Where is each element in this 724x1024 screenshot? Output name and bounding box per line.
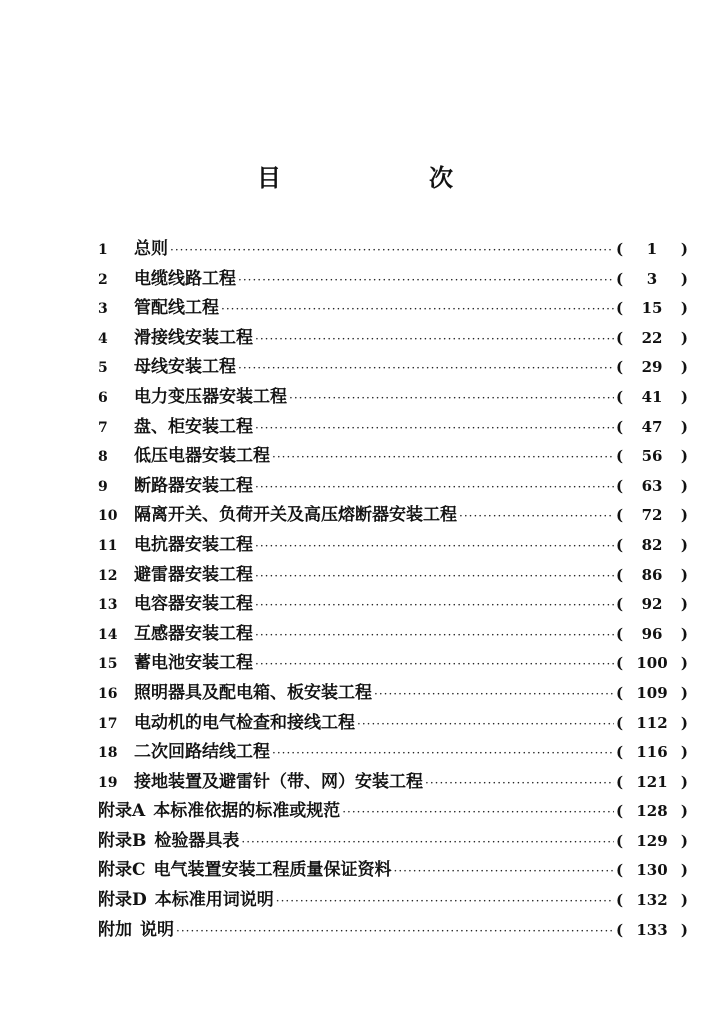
toc-entry-label: 检验器具表 [154,830,240,851]
close-paren: ) [680,743,688,762]
dot-leader [255,332,614,346]
open-paren: ( [616,861,624,880]
toc-entry-page-ref [616,506,688,524]
open-paren: ( [616,565,624,584]
page-title: 目 次 [257,163,515,192]
open-paren: ( [616,624,624,643]
toc-entry-page-ref [616,684,688,702]
close-paren: ) [680,802,688,821]
toc-entry-label: 电缆线路工程 [134,268,236,289]
toc-entry-page-ref [616,773,688,791]
toc-entry-label: 断路器安装工程 [134,475,253,496]
toc-entry-label: 蓄电池安装工程 [134,653,253,674]
open-paren: ( [616,654,624,673]
toc-entry-page-ref [616,595,688,613]
toc-entry[interactable] [98,767,688,797]
toc-entry-label: 接地装置及避雷针（带、网）安装工程 [134,771,423,792]
close-paren: ) [680,358,688,377]
toc-entry[interactable] [98,412,688,442]
toc-entry-label: 本标准用词说明 [154,890,274,911]
toc-entry-page-number: 82 [641,535,663,554]
toc-entry[interactable] [98,560,688,590]
dot-leader [255,480,614,494]
toc-entry-label: 电抗器安装工程 [134,534,253,555]
open-paren: ( [616,920,624,939]
dot-leader [289,391,614,405]
toc-entry-page-number: 56 [641,447,663,466]
toc-entry[interactable] [98,441,688,471]
open-paren: ( [616,447,624,466]
toc-entry-number: 附加 [98,919,132,940]
open-paren: ( [616,476,624,495]
toc-entry[interactable] [98,885,688,915]
toc-entry[interactable] [98,352,688,382]
toc-entry-number: 1 [98,242,108,258]
open-paren: ( [616,535,624,554]
toc-entry-label: 盘、柜安装工程 [134,416,253,437]
dot-leader [425,776,614,790]
toc-entry[interactable] [98,678,688,708]
toc-entry-number: 3 [98,301,108,318]
open-paren: ( [616,417,624,436]
toc-entry-label: 本标准依据的标准或规范 [153,801,341,822]
toc-entry-page-ref [616,861,688,879]
close-paren: ) [680,595,688,614]
toc-entry[interactable] [98,500,688,530]
toc-entry-page-number: 109 [636,683,668,702]
dot-leader [176,924,614,938]
toc-entry-page-number: 129 [636,831,668,850]
toc-entry-number: 18 [98,745,118,762]
toc-entry[interactable] [98,264,688,294]
toc-entry-page-number: 29 [641,358,663,377]
close-paren: ) [680,654,688,673]
toc-entry[interactable] [98,708,688,738]
toc-entry-label: 母线安装工程 [134,357,236,378]
close-paren: ) [680,476,688,495]
toc-entry-number: 6 [98,389,108,406]
toc-entry-label: 管配线工程 [134,298,219,319]
toc-entry-page-ref [616,566,688,584]
toc-entry[interactable] [98,826,688,856]
dot-leader [272,450,614,464]
toc-entry-label: 电动机的电气检查和接线工程 [134,712,355,733]
toc-entry-page-number: 112 [636,713,668,732]
open-paren: ( [616,358,624,377]
close-paren: ) [680,772,688,791]
toc-entry[interactable] [98,619,688,649]
toc-entry-number: 8 [98,449,108,466]
toc-entry-label: 电容器安装工程 [134,594,253,615]
dot-leader [374,687,614,701]
toc-entry-label: 滑接线安装工程 [134,327,253,348]
open-paren: ( [616,387,624,406]
toc-entry-label: 互感器安装工程 [134,623,253,644]
toc-entry-label: 照明器具及配电箱、板安装工程 [134,682,372,703]
toc-entry-label: 隔离开关、负荷开关及高压熔断器安装工程 [134,505,457,526]
toc-entry-number: 19 [98,774,118,791]
close-paren: ) [680,920,688,939]
dot-leader [255,569,614,583]
toc-entry-page-number: 15 [641,299,663,318]
toc-entry-number: 16 [98,685,118,702]
toc-entry-page-ref [616,743,688,761]
toc-entry-page-ref [616,802,688,820]
toc-entry[interactable] [98,648,688,678]
toc-entry-page-ref [616,891,688,909]
toc-entry-page-ref [616,329,688,347]
close-paren: ) [680,624,688,643]
toc-entry-number: 17 [98,715,118,732]
open-paren: ( [616,240,624,258]
toc-entry-page-number: 41 [641,387,663,406]
open-paren: ( [616,328,624,347]
dot-leader [238,273,614,287]
dot-leader [342,805,614,819]
close-paren: ) [680,299,688,318]
toc-entry-page-number: 133 [636,920,668,939]
dot-leader [241,835,614,849]
close-paren: ) [680,861,688,880]
toc-entry[interactable] [98,471,688,501]
open-paren: ( [616,831,624,850]
toc-entry-number: 附录B [98,830,147,851]
toc-entry[interactable] [98,915,688,945]
toc-entry[interactable] [98,323,688,353]
dot-leader [255,598,614,612]
close-paren: ) [680,565,688,584]
toc-entry-page-number: 1 [646,240,658,258]
toc-entry-page-ref [616,447,688,465]
toc-entry-number: 附录D [98,890,147,911]
toc-entry[interactable] [98,737,688,767]
open-paren: ( [616,713,624,732]
close-paren: ) [680,417,688,436]
toc-entry-number: 附录C [98,860,146,881]
toc-entry-page-ref [616,625,688,643]
toc-entry-page-number: 22 [641,328,663,347]
toc-entry[interactable] [98,796,688,826]
close-paren: ) [680,891,688,910]
toc-entry-number: 附录A [98,801,146,822]
open-paren: ( [616,299,624,318]
toc-entry-page-number: 132 [636,891,668,910]
toc-entry-number: 4 [98,330,108,347]
close-paren: ) [680,831,688,850]
dot-leader [357,717,614,731]
toc-entry-label: 低压电器安装工程 [134,446,270,467]
dot-leader [276,894,614,908]
toc-entry-page-ref [616,418,688,436]
toc-entry-page-number: 130 [636,861,668,880]
close-paren: ) [680,713,688,732]
open-paren: ( [616,743,624,762]
dot-leader [255,539,614,553]
toc-entry-page-number: 96 [641,624,663,643]
toc-entry-page-number: 3 [646,269,658,288]
toc-entry-page-number: 121 [636,772,668,791]
toc-entry-number: 7 [98,419,108,436]
table-of-contents [98,234,688,944]
dot-leader [255,657,614,671]
open-paren: ( [616,683,624,702]
toc-entry-page-ref [616,654,688,672]
close-paren: ) [680,269,688,288]
toc-entry-number: 13 [98,597,118,614]
toc-entry-page-ref [616,714,688,732]
toc-entry-page-ref [616,921,688,939]
close-paren: ) [680,535,688,554]
toc-entry-number: 9 [98,478,108,495]
toc-entry-label: 说明 [140,919,174,940]
open-paren: ( [616,595,624,614]
close-paren: ) [680,506,688,525]
close-paren: ) [680,447,688,466]
toc-entry-number: 12 [98,567,118,584]
toc-entry[interactable] [98,293,688,323]
open-paren: ( [616,506,624,525]
dot-leader [255,421,614,435]
toc-entry-number: 5 [98,360,108,377]
toc-entry-page-number: 116 [636,743,668,762]
toc-entry-number: 15 [98,656,118,673]
dot-leader [238,361,614,375]
open-paren: ( [616,891,624,910]
toc-entry-number: 14 [98,626,118,643]
toc-entry-page-ref [616,299,688,317]
toc-entry-number: 10 [98,508,118,525]
open-paren: ( [616,802,624,821]
dot-leader [272,746,614,760]
toc-entry-page-number: 86 [641,565,663,584]
toc-entry-page-ref [616,477,688,495]
toc-entry-page-ref [616,240,688,258]
toc-entry-label: 电力变压器安装工程 [134,386,287,407]
toc-entry-page-ref [616,832,688,850]
close-paren: ) [680,328,688,347]
close-paren: ) [680,240,688,258]
toc-entry-page-ref [616,388,688,406]
toc-entry-page-ref [616,358,688,376]
toc-entry-page-number: 63 [641,476,663,495]
toc-entry-page-number: 72 [641,506,663,525]
dot-leader [221,302,614,316]
toc-entry-page-number: 128 [636,802,668,821]
dot-leader [394,864,614,878]
toc-entry-page-ref [616,270,688,288]
toc-entry-label: 二次回路结线工程 [134,742,270,763]
toc-entry-page-number: 100 [636,654,668,673]
toc-entry[interactable] [98,382,688,412]
toc-entry-number: 2 [98,271,108,288]
open-paren: ( [616,269,624,288]
dot-leader [170,243,614,257]
toc-entry-label: 电气装置安装工程质量保证资料 [153,860,392,881]
toc-entry[interactable] [98,234,688,264]
toc-entry-page-number: 92 [641,595,663,614]
close-paren: ) [680,387,688,406]
close-paren: ) [680,683,688,702]
toc-entry[interactable] [98,530,688,560]
toc-entry-page-ref [616,536,688,554]
toc-entry-page-number: 47 [641,417,663,436]
toc-entry-label: 总则 [134,239,168,259]
toc-entry-number: 11 [98,537,118,554]
open-paren: ( [616,772,624,791]
toc-entry-label: 避雷器安装工程 [134,564,253,585]
dot-leader [459,509,614,523]
toc-entry[interactable] [98,855,688,885]
dot-leader [255,628,614,642]
toc-entry[interactable] [98,589,688,619]
